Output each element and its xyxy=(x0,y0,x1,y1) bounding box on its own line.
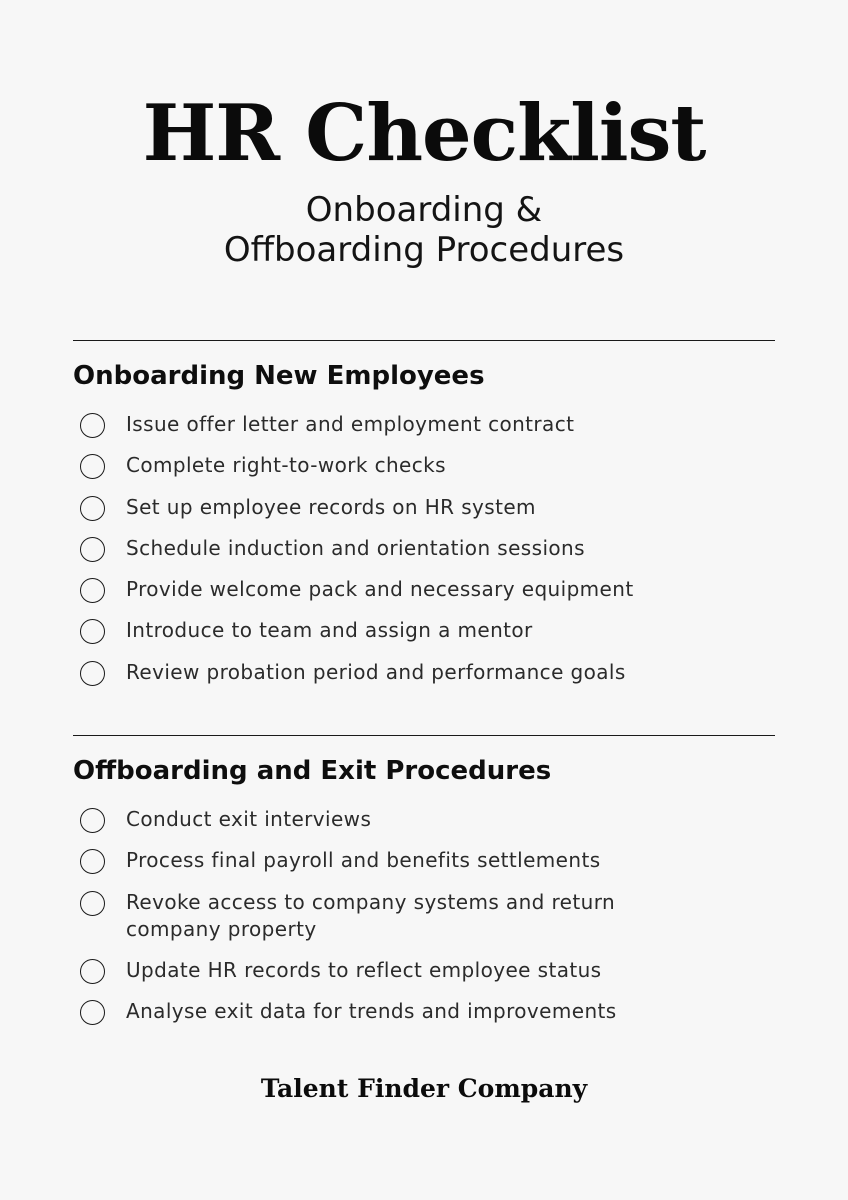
circle-checkbox-icon[interactable] xyxy=(80,619,105,644)
checklist-item xyxy=(79,659,679,686)
checklist-item-label: Revoke access to company systems and return company property xyxy=(126,889,616,941)
checklist-item-label: Set up employee records on HR system xyxy=(126,494,536,519)
checklist-item xyxy=(79,452,679,479)
circle-checkbox-icon[interactable] xyxy=(80,959,105,984)
circle-checkbox-icon[interactable] xyxy=(80,1000,105,1025)
checklist-item-label: Introduce to team and assign a mentor xyxy=(126,618,533,643)
circle-checkbox-icon[interactable] xyxy=(80,849,105,874)
checklist-item-label: Schedule induction and orientation sessions xyxy=(126,535,585,560)
checklist-item-label: Update HR records to reflect employee status xyxy=(126,957,602,982)
checklist-item-label: Provide welcome pack and necessary equipment xyxy=(126,577,634,602)
circle-checkbox-icon[interactable] xyxy=(80,661,105,686)
circle-checkbox-icon[interactable] xyxy=(80,454,105,479)
offboarding-checklist xyxy=(79,806,679,1039)
checklist-item-label: Process final payroll and benefits settlements xyxy=(126,848,601,873)
checklist-item xyxy=(79,576,679,603)
checklist-item-label: Complete right-to-work checks xyxy=(126,453,446,478)
circle-checkbox-icon[interactable] xyxy=(80,496,105,521)
section-divider-onboarding xyxy=(73,340,775,341)
circle-checkbox-icon[interactable] xyxy=(80,891,105,916)
subtitle-line-1: Onboarding & xyxy=(305,190,543,230)
subtitle-line-2: Offboarding Procedures xyxy=(223,230,625,270)
circle-checkbox-icon[interactable] xyxy=(80,537,105,562)
checklist-item xyxy=(79,535,679,562)
checklist-item xyxy=(79,411,679,438)
section-heading-onboarding: Onboarding New Employees xyxy=(73,361,485,391)
checklist-item xyxy=(79,847,679,874)
checklist-item xyxy=(79,998,679,1025)
checklist-item xyxy=(79,494,679,521)
page-subtitle xyxy=(0,190,848,270)
onboarding-checklist xyxy=(79,411,679,700)
checklist-item xyxy=(79,889,679,943)
circle-checkbox-icon[interactable] xyxy=(80,413,105,438)
page-title: HR Checklist xyxy=(142,88,706,179)
company-name: Talent Finder Company xyxy=(260,1074,588,1103)
section-heading-offboarding: Offboarding and Exit Procedures xyxy=(73,756,552,786)
circle-checkbox-icon[interactable] xyxy=(80,578,105,603)
checklist-item xyxy=(79,957,679,984)
checklist-item-label: Conduct exit interviews xyxy=(126,807,372,831)
section-divider-offboarding xyxy=(73,735,775,736)
checklist-item-label: Issue offer letter and employment contract xyxy=(126,412,575,436)
checklist-item-label: Analyse exit data for trends and improvements xyxy=(126,999,617,1024)
checklist-item xyxy=(79,806,679,833)
checklist-item xyxy=(79,617,679,644)
circle-checkbox-icon[interactable] xyxy=(80,808,105,833)
checklist-item-label: Review probation period and performance goals xyxy=(126,659,626,684)
